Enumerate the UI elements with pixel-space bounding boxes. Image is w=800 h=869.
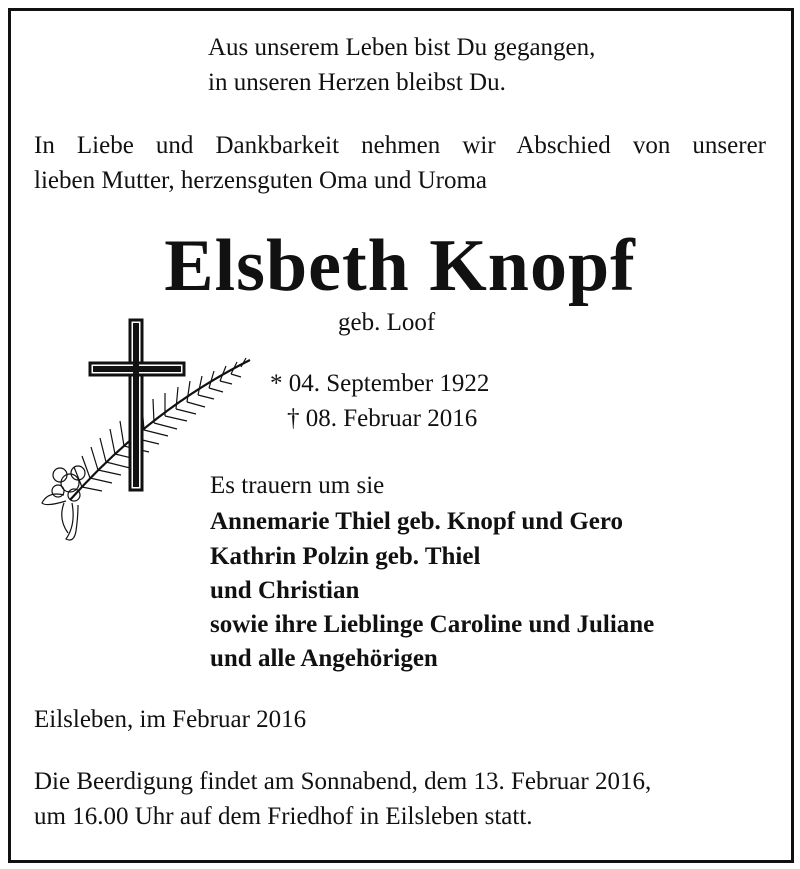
maiden-name: geb. Loof xyxy=(338,309,436,336)
mourner-line-4: sowie ihre Lieblinge Caroline und Juliane xyxy=(210,611,655,638)
deceased-name: Elsbeth Knopf xyxy=(164,225,636,307)
place-date: Eilsleben, im Februar 2016 xyxy=(34,706,307,733)
intro-line-2: lieben Mutter, herzensguten Oma und Uroma xyxy=(34,167,488,194)
mourner-line-1: Annemarie Thiel geb. Knopf und Gero xyxy=(210,508,624,535)
intro-line-1: In Liebe und Dankbarkeit nehmen wir Abschied von unserer xyxy=(34,132,766,159)
funeral-line-1: Die Beerdigung findet am Sonnabend, dem 13. Februar 2016, xyxy=(34,768,652,795)
mourners-intro: Es trauern um sie xyxy=(210,472,385,499)
verse-line-1: Aus unserem Leben bist Du gegangen, xyxy=(208,34,596,61)
death-date: † 08. Februar 2016 xyxy=(287,405,478,432)
mourner-line-2: Kathrin Polzin geb. Thiel xyxy=(210,543,481,570)
mourner-line-3: und Christian xyxy=(210,577,360,604)
funeral-line-2: um 16.00 Uhr auf dem Friedhof in Eilsleben statt. xyxy=(34,803,533,830)
birth-date: * 04. September 1922 xyxy=(270,370,490,397)
verse-line-2: in unseren Herzen bleibst Du. xyxy=(208,69,506,96)
mourner-line-5: und alle Angehörigen xyxy=(210,645,438,672)
